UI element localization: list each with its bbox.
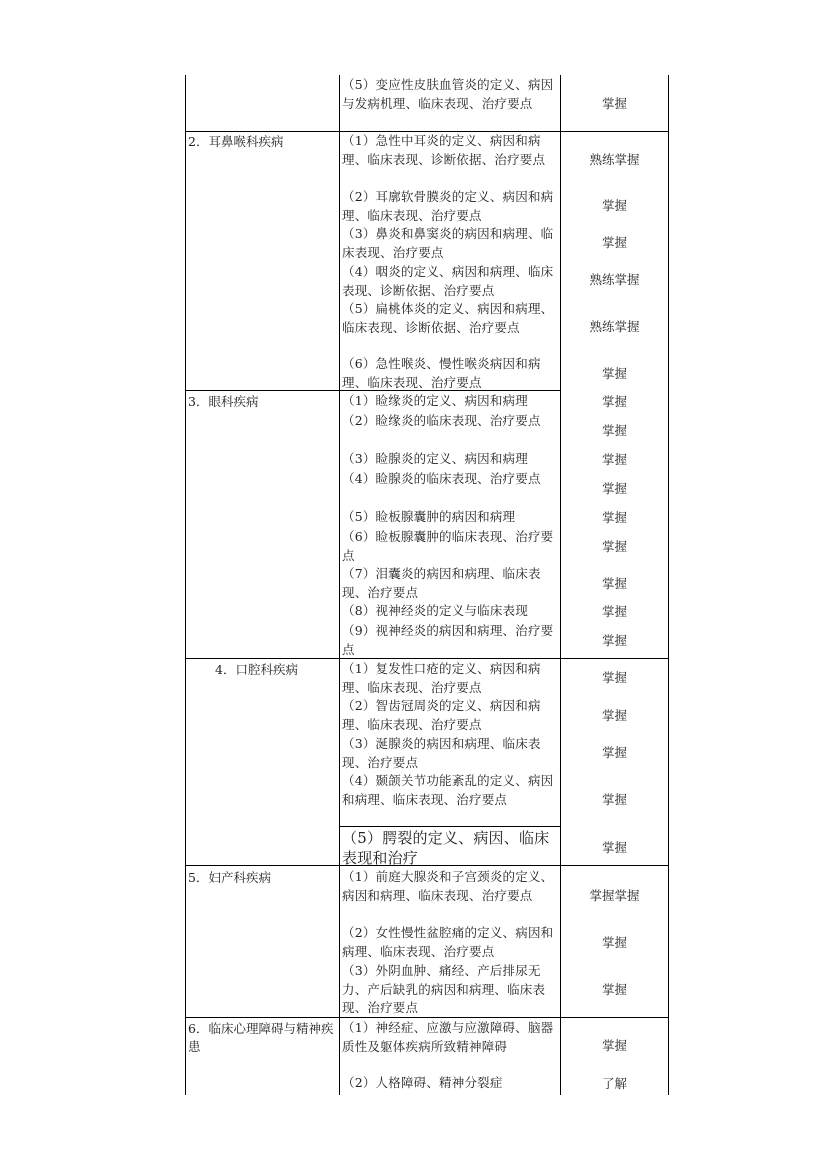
level-label: 掌握 bbox=[601, 198, 627, 213]
list-item: （4）咽炎的定义、病因和病理、临床表现、诊断依据、治疗要点 bbox=[342, 264, 554, 298]
row-divider bbox=[339, 826, 560, 827]
level-label: 掌握 bbox=[601, 394, 627, 409]
category-label: 2．耳鼻喉科疾病 bbox=[188, 134, 284, 149]
list-item: （5）腭裂的定义、病因、临床表现和治疗 bbox=[342, 829, 550, 867]
level-label: 掌握 bbox=[601, 576, 627, 591]
list-item: （7）泪囊炎的病因和病理、临床表现、治疗要点 bbox=[342, 566, 541, 600]
level-label: 熟练掌握 bbox=[589, 272, 640, 287]
list-item: （1）急性中耳炎的定义、病因和病理、临床表现、诊断依据、治疗要点 bbox=[342, 133, 546, 167]
list-item: （3）睑腺炎的定义、病因和病理 bbox=[342, 451, 528, 466]
list-item: （2）耳廓软骨膜炎的定义、病因和病理、临床表现、治疗要点 bbox=[342, 189, 554, 223]
list-item: （5）扁桃体炎的定义、病因和病理、临床表现、诊断依据、治疗要点 bbox=[342, 301, 554, 335]
list-item: （6）急性喉炎、慢性喉炎病因和病理、临床表现、治疗要点 bbox=[342, 356, 541, 390]
list-item: （5）变应性皮肤血管炎的定义、病因与发病机理、临床表现、治疗要点 bbox=[342, 77, 554, 111]
level-label: 掌握 bbox=[601, 481, 627, 496]
list-item: （1）前庭大腺炎和子宫颈炎的定义、病因和病理、临床表现、治疗要点 bbox=[342, 869, 554, 903]
category-label: 3．眼科疾病 bbox=[188, 394, 259, 409]
table-left-border bbox=[185, 75, 186, 1095]
level-label: 掌握 bbox=[601, 366, 627, 381]
level-label: 了解 bbox=[601, 1076, 627, 1091]
category-label: 4．口腔科疾病 bbox=[215, 662, 298, 677]
level-label: 掌握 bbox=[601, 670, 627, 685]
list-item: （9）视神经炎的病因和病理、治疗要点 bbox=[342, 623, 554, 657]
list-item: （8）视神经炎的定义与临床表现 bbox=[342, 603, 528, 618]
level-label: 熟练掌握 bbox=[589, 152, 640, 167]
table-col-divider-1 bbox=[339, 75, 340, 1095]
level-label: 掌握 bbox=[601, 708, 627, 723]
list-item: （1）神经症、应激与应激障碍、脑器质性及躯体疾病所致精神障碍 bbox=[342, 1020, 554, 1054]
category-label: 5．妇产科疾病 bbox=[188, 870, 271, 885]
level-label: 掌握 bbox=[601, 423, 627, 438]
level-label: 熟练掌握 bbox=[589, 319, 640, 334]
level-label: 掌握掌握 bbox=[589, 888, 640, 903]
list-item: （6）睑板腺囊肿的临床表现、治疗要点 bbox=[342, 529, 554, 563]
level-label: 掌握 bbox=[601, 633, 627, 648]
list-item: （1）睑缘炎的定义、病因和病理 bbox=[342, 393, 528, 408]
level-label: 掌握 bbox=[601, 235, 627, 250]
level-label: 掌握 bbox=[601, 452, 627, 467]
list-item: （3）外阴血肿、痛经、产后排尿无力、产后缺乳的病因和病理、临床表现、治疗要点 bbox=[342, 963, 546, 1015]
level-label: 掌握 bbox=[601, 1038, 627, 1053]
category-label: 6．临床心理障碍与精神疾患 bbox=[188, 1021, 334, 1054]
level-label: 掌握 bbox=[601, 539, 627, 554]
level-label: 掌握 bbox=[601, 96, 627, 111]
list-item: （2）智齿冠周炎的定义、病因和病理、临床表现、治疗要点 bbox=[342, 698, 541, 732]
level-label: 掌握 bbox=[601, 840, 627, 855]
list-item: （2）睑缘炎的临床表现、治疗要点 bbox=[342, 413, 541, 428]
level-label: 掌握 bbox=[601, 982, 627, 997]
level-label: 掌握 bbox=[601, 745, 627, 760]
level-label: 掌握 bbox=[601, 792, 627, 807]
list-item: （4）颞颌关节功能紊乱的定义、病因和病理、临床表现、治疗要点 bbox=[342, 773, 554, 807]
list-item: （3）涎腺炎的病因和病理、临床表现、治疗要点 bbox=[342, 736, 541, 770]
list-item: （2）女性慢性盆腔痛的定义、病因和病理、临床表现、治疗要点 bbox=[342, 925, 554, 959]
level-label: 掌握 bbox=[601, 510, 627, 525]
list-item: （2）人格障碍、精神分裂症 bbox=[342, 1075, 503, 1090]
list-item: （4）睑腺炎的临床表现、治疗要点 bbox=[342, 471, 541, 486]
list-item: （3）鼻炎和鼻窦炎的病因和病理、临床表现、治疗要点 bbox=[342, 226, 554, 260]
list-item: （1）复发性口疮的定义、病因和病理、临床表现、治疗要点 bbox=[342, 661, 541, 695]
syllabus-table bbox=[185, 75, 669, 1095]
list-item: （5）睑板腺囊肿的病因和病理 bbox=[342, 509, 516, 524]
level-label: 掌握 bbox=[601, 604, 627, 619]
level-label: 掌握 bbox=[601, 935, 627, 950]
